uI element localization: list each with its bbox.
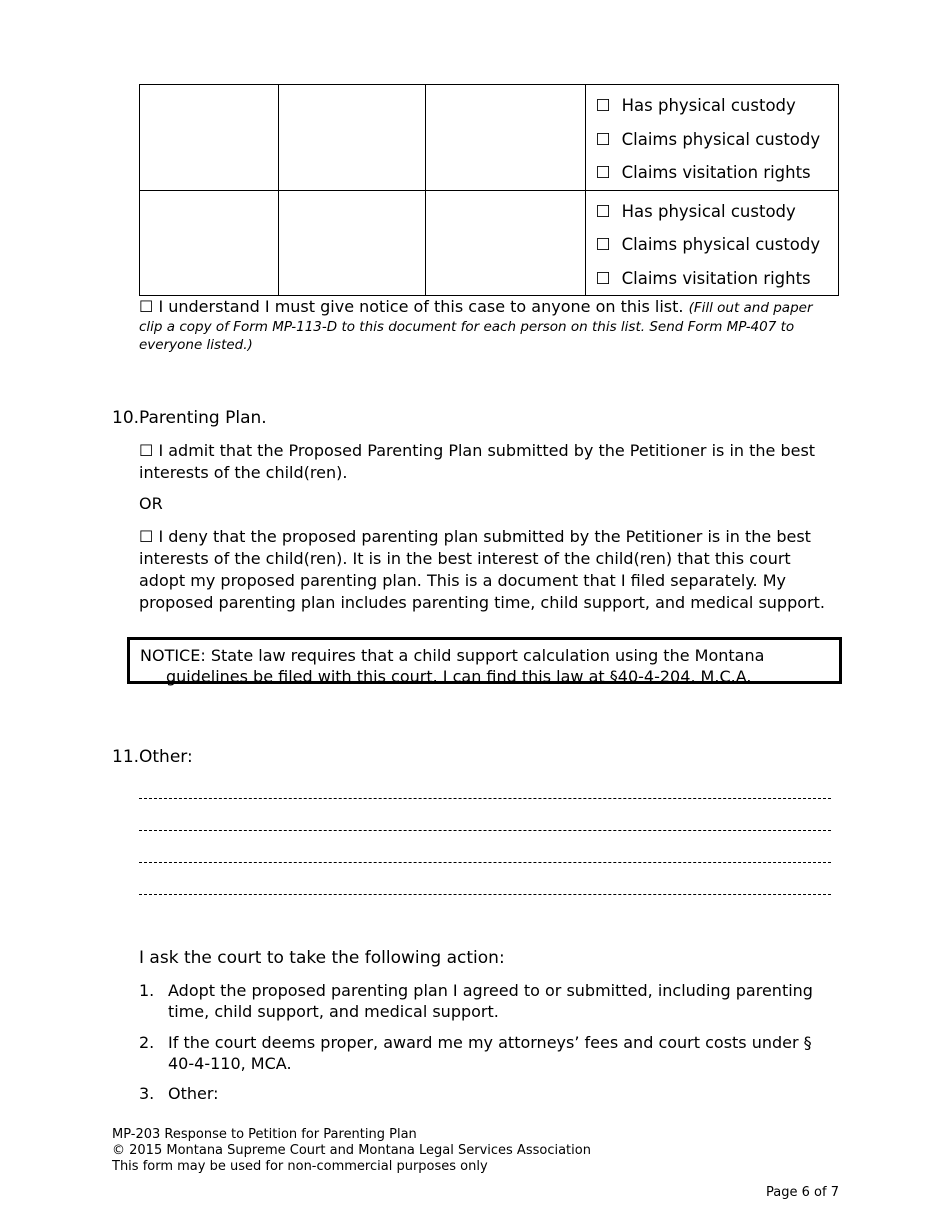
list-item xyxy=(139,1083,839,1104)
table-cell-dates[interactable] xyxy=(426,85,585,191)
deny-checkbox[interactable]: ☐ xyxy=(139,527,154,546)
list-item-number: 1. xyxy=(139,981,155,1000)
notice-line-1: NOTICE: State law requires that a child support calculation using the Montana xyxy=(140,646,765,665)
footer-usage: This form may be used for non-commercial purposes only xyxy=(112,1159,488,1174)
option-claims-physical-custody[interactable] xyxy=(586,123,838,157)
page-number: Page 6 of 7 xyxy=(766,1185,839,1200)
table-cell-options xyxy=(585,190,838,296)
admit-text: I admit that the Proposed Parenting Plan submitted by the Petitioner is in the best interests of the child(ren). xyxy=(139,441,816,482)
option-claims-visitation-rights[interactable] xyxy=(586,156,838,190)
footer-form-name: MP-203 Response to Petition for Parenting Plan xyxy=(112,1127,417,1142)
notice-statement-text: I understand I must give notice of this case to anyone on this list. xyxy=(158,297,684,316)
option-label: Has physical custody xyxy=(621,96,796,115)
child-support-notice xyxy=(127,637,842,684)
or-label: OR xyxy=(139,494,163,513)
notice-note-part2: clip a copy of Form MP-113-D to this document for each person on this list. Send Form MP-407 to xyxy=(139,319,795,335)
other-line-3[interactable] xyxy=(139,862,831,863)
other-line-1[interactable] xyxy=(139,798,831,799)
option-has-physical-custody[interactable] xyxy=(586,195,838,229)
notice-line-2: guidelines be filed with this court. I can find this law at §40-4-204, M.C.A. xyxy=(166,667,752,686)
footer-copyright: © 2015 Montana Supreme Court and Montana Legal Services Association xyxy=(112,1143,591,1158)
deny-option xyxy=(139,526,839,614)
option-claims-physical-custody[interactable] xyxy=(586,228,838,262)
list-item-text: Other: xyxy=(168,1084,219,1103)
section-11-title: Other: xyxy=(139,747,193,767)
other-line-4[interactable] xyxy=(139,894,831,895)
option-label: Claims visitation rights xyxy=(621,163,811,182)
other-line-2[interactable] xyxy=(139,830,831,831)
list-item-text: Adopt the proposed parenting plan I agreed to or submitted, including parenting time, child support, and medical support. xyxy=(168,981,813,1021)
table-cell-address[interactable] xyxy=(279,85,426,191)
list-item-number: 3. xyxy=(139,1084,155,1103)
checkbox-icon[interactable]: ☐ xyxy=(595,268,611,288)
table-row xyxy=(140,85,839,191)
section-10-title: Parenting Plan. xyxy=(139,408,267,428)
section-11-number: 11. xyxy=(112,747,140,767)
table-row xyxy=(140,190,839,296)
checkbox-icon[interactable]: ☐ xyxy=(595,129,611,149)
table-cell-name[interactable] xyxy=(140,85,279,191)
list-item-number: 2. xyxy=(139,1033,155,1052)
list-item xyxy=(139,980,839,1022)
checkbox-icon[interactable]: ☐ xyxy=(595,235,611,254)
notice-note-part3: everyone listed.) xyxy=(139,337,253,353)
notice-note-part1: (Fill out and paper xyxy=(688,300,813,316)
option-claims-visitation-rights[interactable] xyxy=(586,262,838,296)
table-cell-dates[interactable] xyxy=(426,190,585,296)
option-label: Claims visitation rights xyxy=(621,268,811,288)
checkbox-icon[interactable]: ☐ xyxy=(595,163,611,182)
table-cell-name[interactable] xyxy=(140,190,279,296)
notice-statement xyxy=(139,297,839,354)
list-item xyxy=(139,1032,839,1074)
admit-checkbox[interactable]: ☐ xyxy=(139,441,154,460)
request-intro: I ask the court to take the following action: xyxy=(139,948,505,968)
list-item-text: If the court deems proper, award me my attorneys’ fees and court costs under § 40-4-110, MCA. xyxy=(168,1033,812,1073)
option-has-physical-custody[interactable] xyxy=(586,89,838,123)
table-cell-address[interactable] xyxy=(279,190,426,296)
admit-option xyxy=(139,440,839,484)
notice-checkbox[interactable]: ☐ xyxy=(139,297,154,316)
footer xyxy=(112,1127,591,1175)
option-label: Claims physical custody xyxy=(621,129,821,149)
table-cell-options xyxy=(585,85,838,191)
checkbox-icon[interactable]: ☐ xyxy=(595,96,611,115)
checkbox-icon[interactable]: ☐ xyxy=(595,201,611,221)
option-label: Has physical custody xyxy=(621,201,796,221)
option-label: Claims physical custody xyxy=(621,235,821,254)
custody-table xyxy=(139,84,839,296)
deny-text: I deny that the proposed parenting plan submitted by the Petitioner is in the best interests of the child(ren). It is in the best interest of the child(ren) that this court adopt my proposed parenting plan. This is a document that I filed separately. My proposed parenting plan includes parenting time, child support, and medical support. xyxy=(139,527,825,612)
section-10-number: 10. xyxy=(112,408,140,428)
